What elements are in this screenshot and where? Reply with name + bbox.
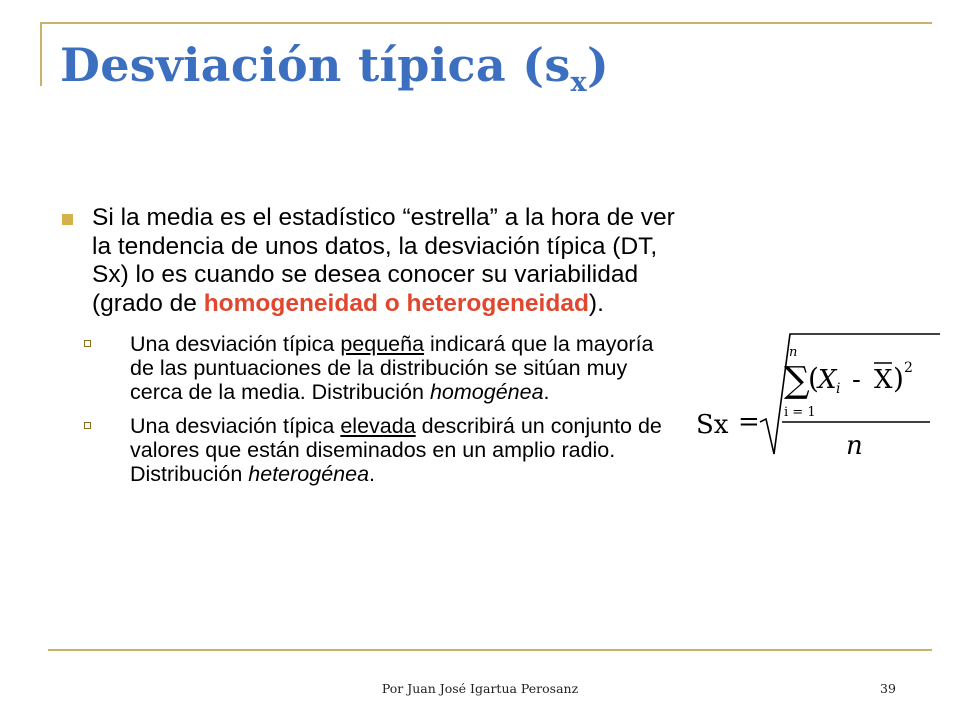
sub-bullet-small — [130, 332, 678, 404]
bottom-rule — [48, 649, 932, 651]
std-dev-formula — [690, 330, 940, 465]
square-bullet-icon — [62, 214, 73, 225]
sub-bullet-1-italic: homogénea — [429, 380, 544, 404]
sub-bullet-large — [130, 414, 678, 486]
main-bullet-highlight: homogeneidad o heterogeneidad — [203, 289, 589, 317]
title-close: ) — [586, 38, 610, 92]
slide-content — [58, 204, 678, 486]
formula-lhs: Sx — [696, 410, 729, 440]
main-bullet — [58, 204, 678, 318]
footer-author: Por Juan José Igartua Perosanz — [381, 681, 579, 696]
sub-bullet-1-middle: indicará que la mayoría de las puntuaciones de la distribución se sitúan muy cerca de la media. Distribución — [130, 332, 654, 404]
hollow-square-bullet-icon — [84, 422, 91, 429]
minus-sign: - — [852, 365, 861, 395]
sub-bullet-2-after: . — [369, 462, 376, 486]
sigma-symbol: ∑ — [784, 360, 810, 401]
top-rule — [40, 22, 932, 24]
page-number: 39 — [880, 681, 896, 696]
sum-lower-limit: i = 1 — [784, 405, 816, 420]
hollow-square-bullet-icon — [84, 340, 91, 347]
sub-bullet-1-before: Una desviación típica — [130, 332, 341, 356]
sub-bullet-2-before: Una desviación típica — [130, 414, 341, 438]
sub-bullet-2-underlined: elevada — [340, 414, 416, 438]
sub-bullet-1-after: . — [543, 380, 550, 404]
open-paren: ( — [808, 362, 819, 395]
xi-symbol: X — [818, 365, 837, 395]
close-paren: ) — [893, 362, 904, 395]
xbar-symbol: X — [874, 365, 893, 395]
sub-bullet-2-italic: heterogénea — [248, 462, 370, 486]
power-two: 2 — [904, 360, 913, 376]
main-bullet-text-2: ). — [588, 289, 604, 317]
main-bullet-text-1: Si la media es el estadístico “estrella” a la hora de ver la tendencia de unos datos, la desviación típica (DT, Sx) lo es cuando se desea conocer su variabilidad (grado de — [92, 204, 675, 317]
sub-bullet-2-middle: describirá un conjunto de valores que están diseminados en un amplio radio. Distribución — [130, 414, 662, 486]
title-subscript: x — [570, 67, 587, 98]
xi-subscript: i — [836, 381, 841, 397]
sub-bullet-1-underlined: pequeña — [340, 332, 425, 356]
title-text: Desviación típica (s — [60, 38, 571, 92]
denominator-n: n — [846, 431, 863, 461]
formula-equals: = — [738, 407, 760, 437]
sum-upper-limit: n — [789, 345, 798, 360]
left-rule — [40, 22, 42, 86]
slide-title — [60, 38, 609, 98]
